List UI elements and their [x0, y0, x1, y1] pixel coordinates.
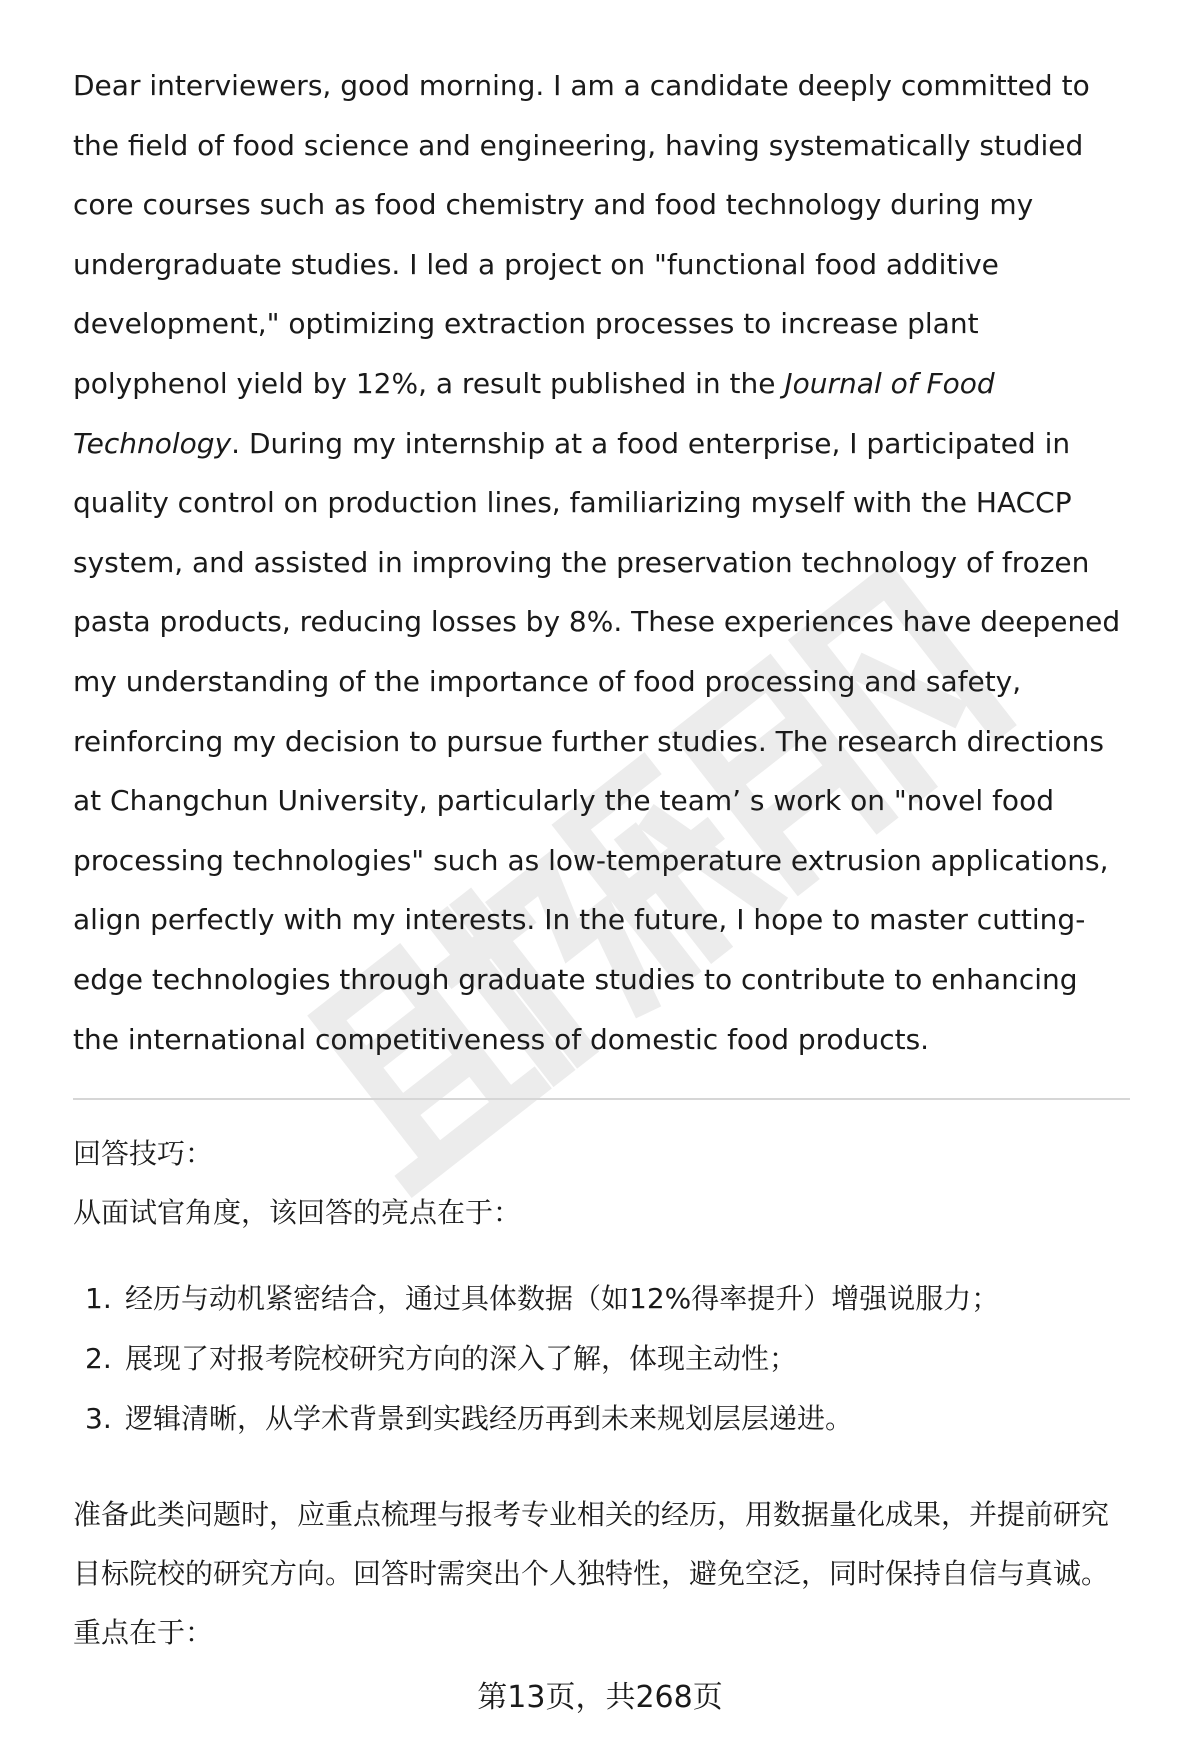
list-item — [85, 1269, 1130, 1329]
journal-title: Journal of Food Technology — [73, 366, 995, 460]
list-item — [85, 1329, 1130, 1389]
list-item-text: 逻辑清晰，从学术背景到实践经历再到未来规划层层递进。 — [125, 1402, 854, 1436]
page-number: 第13页，共268页 — [477, 1680, 723, 1715]
list-item-text: 经历与动机紧密结合，通过具体数据（如12%得率提升）增强说服力； — [125, 1282, 1000, 1316]
tips-heading: 回答技巧： — [73, 1137, 214, 1171]
list-item-text: 展现了对报考院校研究方向的深入了解，体现主动性； — [125, 1342, 798, 1376]
tips-list — [73, 1269, 1130, 1449]
preparation-paragraph: 准备此类问题时，应重点梳理与报考专业相关的经历，用数据量化成果，并提前研究目标院校的研究方向。回答时需突出个人独特性，避免空泛，同时保持自信与真诚。重点在于： — [73, 1498, 1110, 1650]
tips-intro: 从面试官角度，该回答的亮点在于： — [73, 1196, 522, 1230]
answer-text-part1: Dear interviewers, good morning. I am a candidate deeply committed to the field of food science and engineering, having systematically studied core courses such as food chemistry and food technology during my undergraduate studies. I led a project on "functional food additive development," optimizing extraction processes to increase plant polyphenol yield by 12%, a result published in the — [73, 69, 1090, 400]
list-item-number: 1. — [85, 1282, 112, 1316]
list-item — [85, 1389, 1130, 1449]
list-item-number: 2. — [85, 1342, 112, 1376]
answer-paragraph — [73, 56, 1130, 1069]
section-divider — [73, 1098, 1130, 1100]
answer-text-part2: . During my internship at a food enterprise, I participated in quality control on production lines, familiarizing myself with the HACCP system, and assisted in improving the preservation technology of frozen pasta products, reducing losses by 8%. These experiences have deepened my understanding of the importance of food processing and safety, reinforcing my decision to pursue further studies. The research directions at Changchun University, particularly the team’ s work on "novel food processing technologies" such as low-temperature extrusion applications, align perfectly with my interests. In the future, I hope to master cutting-edge technologies through graduate studies to contribute to enhancing the international competitiveness of domestic food products. — [73, 426, 1121, 1056]
list-item-number: 3. — [85, 1402, 112, 1436]
